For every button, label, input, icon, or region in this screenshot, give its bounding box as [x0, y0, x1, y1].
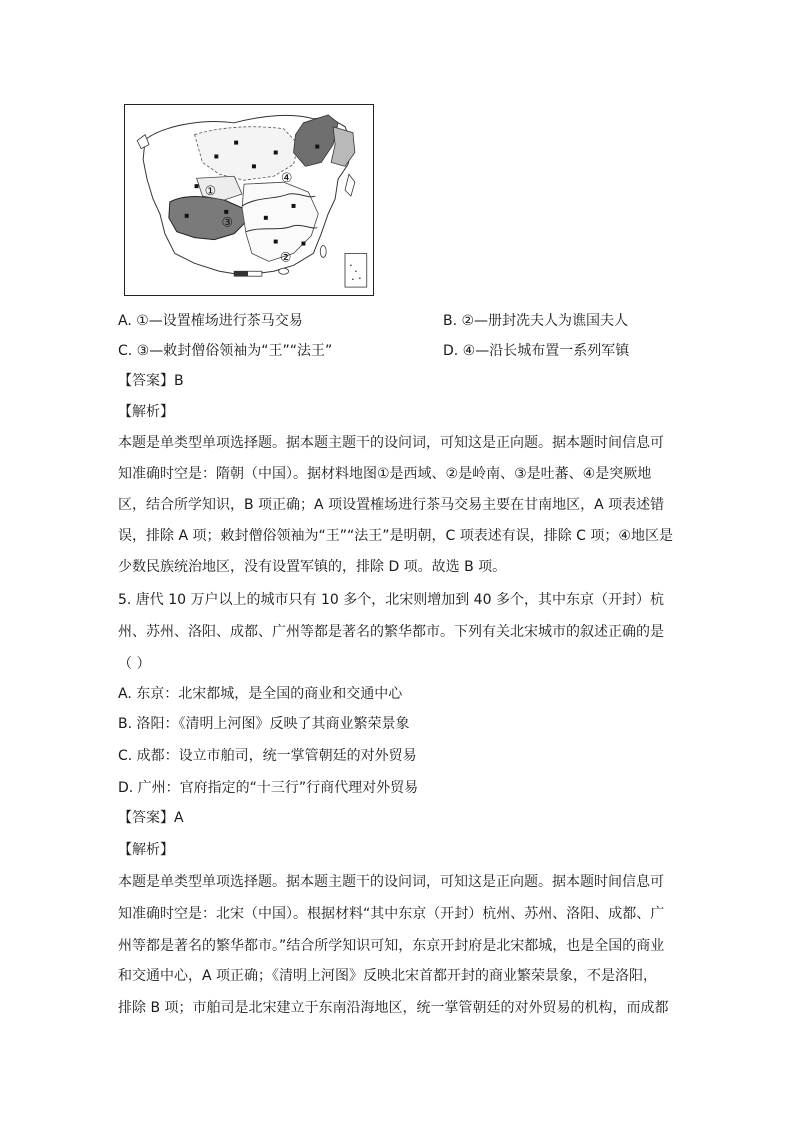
q4-answer: 【答案】B	[118, 373, 184, 389]
map-marker-4: ④	[280, 171, 293, 187]
historical-map-figure	[124, 104, 374, 296]
map-island-japan	[345, 174, 355, 196]
q5-option-d: D. 广州：官府指定的“十三行”行商代理对外贸易	[118, 780, 419, 796]
q5-stem-line: 州、苏州、洛阳、成都、广州等都是著名的繁华都市。下列有关北宋城市的叙述正确的是	[118, 624, 664, 640]
q4-analysis-line: 少数民族统治地区，没有设置军镇的，排除 D 项。故选 B 项。	[118, 559, 507, 575]
q5-option-a: A. 东京：北宋都城，是全国的商业和交通中心	[118, 686, 403, 702]
q5-answer: 【答案】A	[118, 810, 184, 826]
map-marker-2: ②	[279, 250, 292, 266]
q4-analysis-line: 误，排除 A 项；敕封僧俗领袖为“王”“法王”是明朝，C 项表述有误，排除 C 项；④地区是	[118, 528, 673, 544]
q4-option-b: B. ②—册封冼夫人为谯国夫人	[443, 313, 629, 329]
q5-analysis-line: 本题是单类型单项选择题。据本题主题干的设问词，可知这是正向题。据本题时间信息可	[118, 874, 664, 890]
q5-analysis-line: 知准确时空是：北宋（中国）。根据材料“其中东京（开封）杭州、苏州、洛阳、成都、广	[118, 906, 665, 922]
map-marker-1: ①	[204, 184, 217, 200]
q5-option-c: C. 成都：设立市舶司，统一掌管朝廷的对外贸易	[118, 748, 417, 764]
map-illustration	[125, 105, 373, 295]
map-western-region	[197, 176, 243, 200]
map-northeast-light-region	[331, 127, 355, 167]
q4-option-a: A. ①—设置榷场进行茶马交易	[118, 313, 303, 329]
q4-option-d: D. ④—沿长城布置一系列军镇	[443, 343, 630, 359]
q5-analysis-line: 排除 B 项；市舶司是北宋建立于东南沿海地区，统一掌管朝廷的对外贸易的机构，而成都	[118, 1000, 669, 1016]
q5-stem-line: 5. 唐代 10 万户以上的城市只有 10 多个，北宋则增加到 40 多个，其中东京（开封）杭	[118, 592, 664, 608]
q4-analysis-title: 【解析】	[118, 404, 174, 420]
map-south-sea-inset	[345, 253, 367, 287]
q4-analysis-line: 区，结合所学知识，B 项正确；A 项设置榷场进行茶马交易主要在甘南地区，A 项表述错	[118, 497, 665, 513]
q4-analysis-line: 本题是单类型单项选择题。据本题主题干的设问词，可知这是正向题。据本题时间信息可	[118, 435, 664, 451]
q5-analysis-line: 和交通中心，A 项正确；《清明上河图》反映北宋首都开封的商业繁荣景象，不是洛阳，	[118, 968, 658, 984]
q5-option-b: B. 洛阳：《清明上河图》反映了其商业繁荣景象	[118, 716, 410, 732]
q4-option-c: C. ③—敕封僧俗领袖为“王”“法王”	[118, 343, 333, 359]
map-island-taiwan	[320, 246, 326, 258]
q5-stem-line: （ ）	[118, 656, 151, 672]
map-marker-3: ③	[221, 215, 233, 231]
q5-analysis-line: 州等都是著名的繁华都市。”结合所学知识可知，东京开封府是北宋都城，也是全国的商业	[118, 938, 665, 954]
q4-analysis-line: 知准确时空是：隋朝（中国）。据材料地图①是西域、②是岭南、③是吐蕃、④是突厥地	[118, 466, 652, 482]
map-island-hainan	[279, 268, 289, 274]
q5-analysis-title: 【解析】	[118, 842, 174, 858]
